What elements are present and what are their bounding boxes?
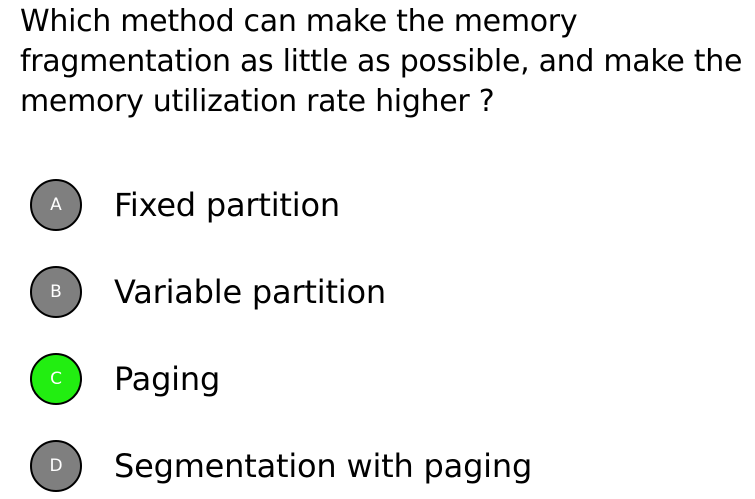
option-d-badge[interactable]: D [30, 440, 82, 492]
option-b-badge[interactable]: B [30, 266, 82, 318]
option-a-badge[interactable]: A [30, 179, 82, 231]
option-c-label: Paging [114, 360, 221, 398]
option-d-label: Segmentation with paging [114, 447, 533, 485]
option-a-label: Fixed partition [114, 186, 340, 224]
option-b[interactable] [30, 262, 730, 322]
option-c[interactable] [30, 349, 730, 409]
option-c-badge[interactable]: C [30, 353, 82, 405]
option-b-label: Variable partition [114, 273, 386, 311]
option-a[interactable] [30, 175, 730, 235]
question-text: Which method can make the memory fragmentation as little as possible, and make the memory utilization rate higher ? [20, 4, 743, 119]
option-d[interactable] [30, 436, 730, 496]
